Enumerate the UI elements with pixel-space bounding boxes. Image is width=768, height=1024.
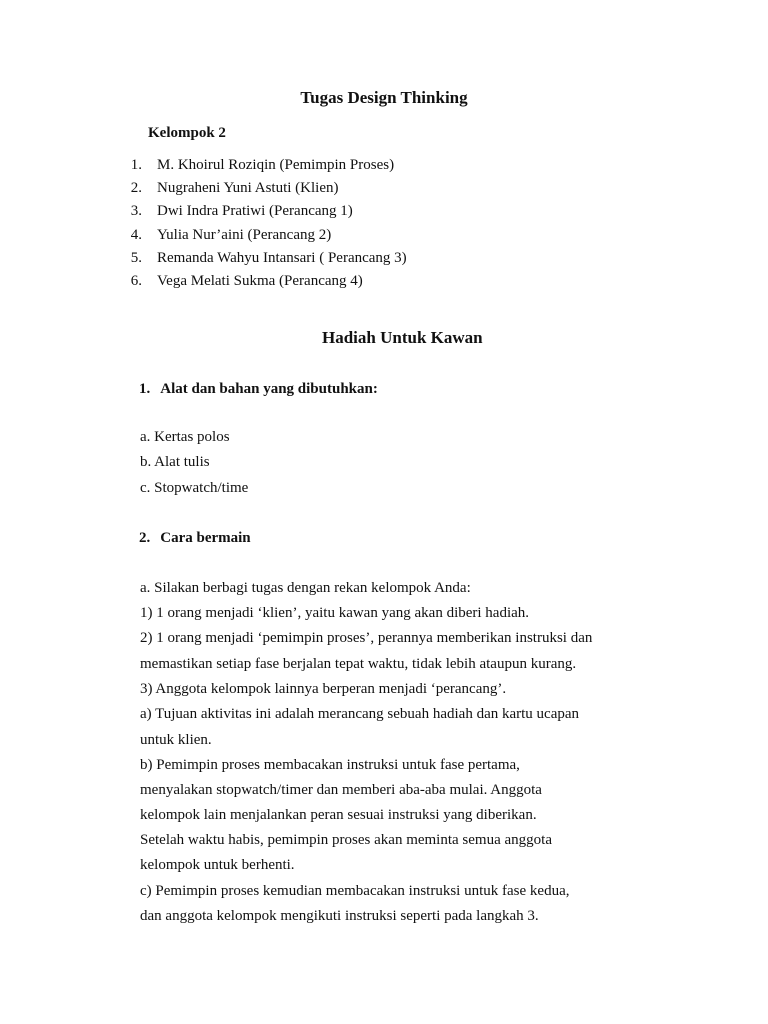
list-item: 5. Remanda Wahyu Intansari ( Perancang 3)	[130, 250, 407, 266]
paragraph-line: b) Pemimpin proses membacakan instruksi untuk fase pertama,	[140, 757, 520, 773]
paragraph-line: kelompok lain menjalankan peran sesuai instruksi yang diberikan.	[140, 807, 537, 823]
list-item: 1. M. Khoirul Roziqin (Pemimpin Proses)	[130, 157, 395, 173]
list-item: 2. Nugraheni Yuni Astuti (Klien)	[130, 180, 339, 196]
document-title: Tugas Design Thinking	[300, 88, 468, 107]
paragraph-line: Setelah waktu habis, pemimpin proses akan meminta semua anggota	[140, 832, 552, 848]
list-item: b. Alat tulis	[140, 454, 210, 470]
paragraph-line: 1) 1 orang menjadi ‘klien’, yaitu kawan yang akan diberi hadiah.	[140, 605, 530, 621]
section2-heading: 2. Cara bermain	[139, 530, 251, 546]
group-label: Kelompok 2	[148, 125, 226, 141]
list-item: a. Kertas polos	[140, 429, 230, 445]
list-item: 3. Dwi Indra Pratiwi (Perancang 1)	[130, 203, 353, 219]
paragraph-line: menyalakan stopwatch/timer dan memberi aba-aba mulai. Anggota	[140, 782, 542, 798]
paragraph-line: a. Silakan berbagi tugas dengan rekan kelompok Anda:	[140, 580, 471, 596]
paragraph-line: 2) 1 orang menjadi ‘pemimpin proses’, perannya memberikan instruksi dan	[140, 630, 593, 646]
list-item: 6. Vega Melati Sukma (Perancang 4)	[130, 273, 363, 289]
paragraph-line: kelompok untuk berhenti.	[140, 857, 295, 873]
list-item: c. Stopwatch/time	[140, 480, 249, 496]
paragraph-line: dan anggota kelompok mengikuti instruksi seperti pada langkah 3.	[140, 908, 539, 924]
activity-title: Hadiah Untuk Kawan	[322, 328, 483, 347]
paragraph-line: untuk klien.	[140, 732, 212, 748]
paragraph-line: a) Tujuan aktivitas ini adalah merancang sebuah hadiah dan kartu ucapan	[140, 706, 580, 722]
paragraph-line: memastikan setiap fase berjalan tepat waktu, tidak lebih ataupun kurang.	[140, 656, 577, 672]
paragraph-line: 3) Anggota kelompok lainnya berperan menjadi ‘perancang’.	[140, 681, 507, 697]
paragraph-line: c) Pemimpin proses kemudian membacakan instruksi untuk fase kedua,	[140, 883, 570, 899]
list-item: 4. Yulia Nur’aini (Perancang 2)	[130, 227, 332, 243]
section1-heading: 1. Alat dan bahan yang dibutuhkan:	[139, 381, 378, 397]
